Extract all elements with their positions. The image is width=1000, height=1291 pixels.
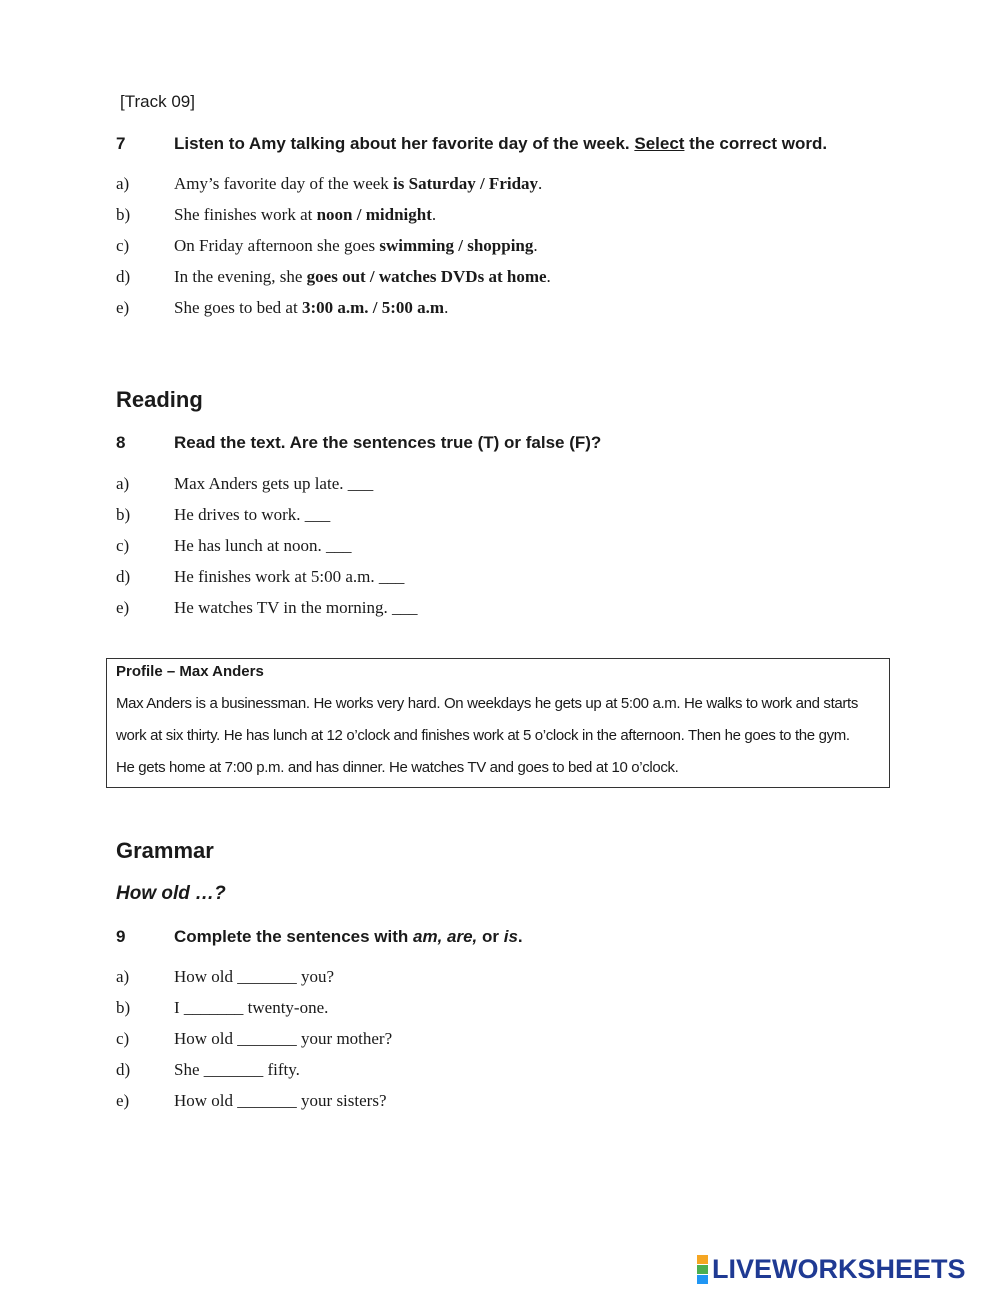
item-text[interactable]: He finishes work at 5:00 a.m. ___ — [174, 567, 405, 586]
q8-number: 8 — [116, 433, 126, 452]
track-label: [Track 09] — [120, 92, 195, 111]
grammar-subheading: How old …? — [116, 883, 226, 904]
item-label: b) — [116, 205, 131, 224]
item-text[interactable]: Amy’s favorite day of the week is Saturday / Friday. — [174, 174, 543, 193]
profile-line: work at six thirty. He has lunch at 12 o’clock and finishes work at 5 o’clock in the afternoon. Then he goes to the gym. — [116, 727, 850, 744]
q8-instruction: Read the text. Are the sentences true (T) or false (F)? — [174, 433, 602, 452]
item-text[interactable]: He watches TV in the morning. ___ — [174, 598, 418, 617]
logo-mark-icon — [697, 1255, 708, 1284]
profile-title: Profile – Max Anders — [116, 663, 264, 680]
logo-text: LIVEWORKSHEETS — [712, 1253, 966, 1284]
item-text[interactable]: I _______ twenty-one. — [174, 998, 329, 1017]
item-label: d) — [116, 267, 131, 286]
item-text[interactable]: She _______ fifty. — [174, 1060, 300, 1079]
q9-number: 9 — [116, 927, 126, 946]
logo-square — [697, 1265, 708, 1274]
item-label: b) — [116, 998, 131, 1017]
logo-square — [697, 1255, 708, 1264]
item-label: a) — [116, 174, 130, 193]
item-label: c) — [116, 1029, 130, 1048]
item-label: e) — [116, 1091, 130, 1110]
item-text[interactable]: He has lunch at noon. ___ — [174, 536, 352, 555]
item-text[interactable]: She goes to bed at 3:00 a.m. / 5:00 a.m. — [174, 298, 449, 317]
profile-box — [106, 658, 890, 788]
item-label: a) — [116, 474, 130, 493]
item-text[interactable]: He drives to work. ___ — [174, 505, 331, 524]
logo-square — [697, 1275, 708, 1284]
item-text[interactable]: In the evening, she goes out / watches DVDs at home. — [174, 267, 551, 286]
item-text[interactable]: How old _______ your mother? — [174, 1029, 393, 1048]
q7-instruction — [174, 134, 827, 154]
q7-instruction-text: Listen to Amy talking about her favorite day of the week. — [174, 134, 635, 153]
item-text[interactable]: Max Anders gets up late. ___ — [174, 474, 374, 493]
item-label: c) — [116, 536, 130, 555]
grammar-heading: Grammar — [116, 838, 214, 863]
reading-heading: Reading — [116, 387, 203, 412]
item-label: e) — [116, 598, 130, 617]
profile-line: Max Anders is a businessman. He works very hard. On weekdays he gets up at 5:00 a.m. He walks to work and starts — [116, 695, 858, 712]
item-label: d) — [116, 567, 131, 586]
item-text[interactable]: She finishes work at noon / midnight. — [174, 205, 437, 224]
item-label: b) — [116, 505, 131, 524]
item-text[interactable]: How old _______ your sisters? — [174, 1091, 387, 1110]
q7-number: 7 — [116, 134, 126, 153]
item-text[interactable]: How old _______ you? — [174, 967, 335, 986]
q7-instruction-end: the correct word. — [684, 134, 828, 153]
liveworksheets-logo — [697, 1254, 966, 1284]
item-label: d) — [116, 1060, 131, 1079]
item-label: e) — [116, 298, 130, 317]
item-label: a) — [116, 967, 130, 986]
profile-line: He gets home at 7:00 p.m. and has dinner. He watches TV and goes to bed at 10 o’clock. — [116, 759, 679, 776]
q9-instruction: Complete the sentences with am, are, or is. — [174, 927, 523, 946]
item-label: c) — [116, 236, 130, 255]
item-text[interactable]: On Friday afternoon she goes swimming / shopping. — [174, 236, 538, 255]
q7-instruction-select: Select — [634, 134, 685, 153]
